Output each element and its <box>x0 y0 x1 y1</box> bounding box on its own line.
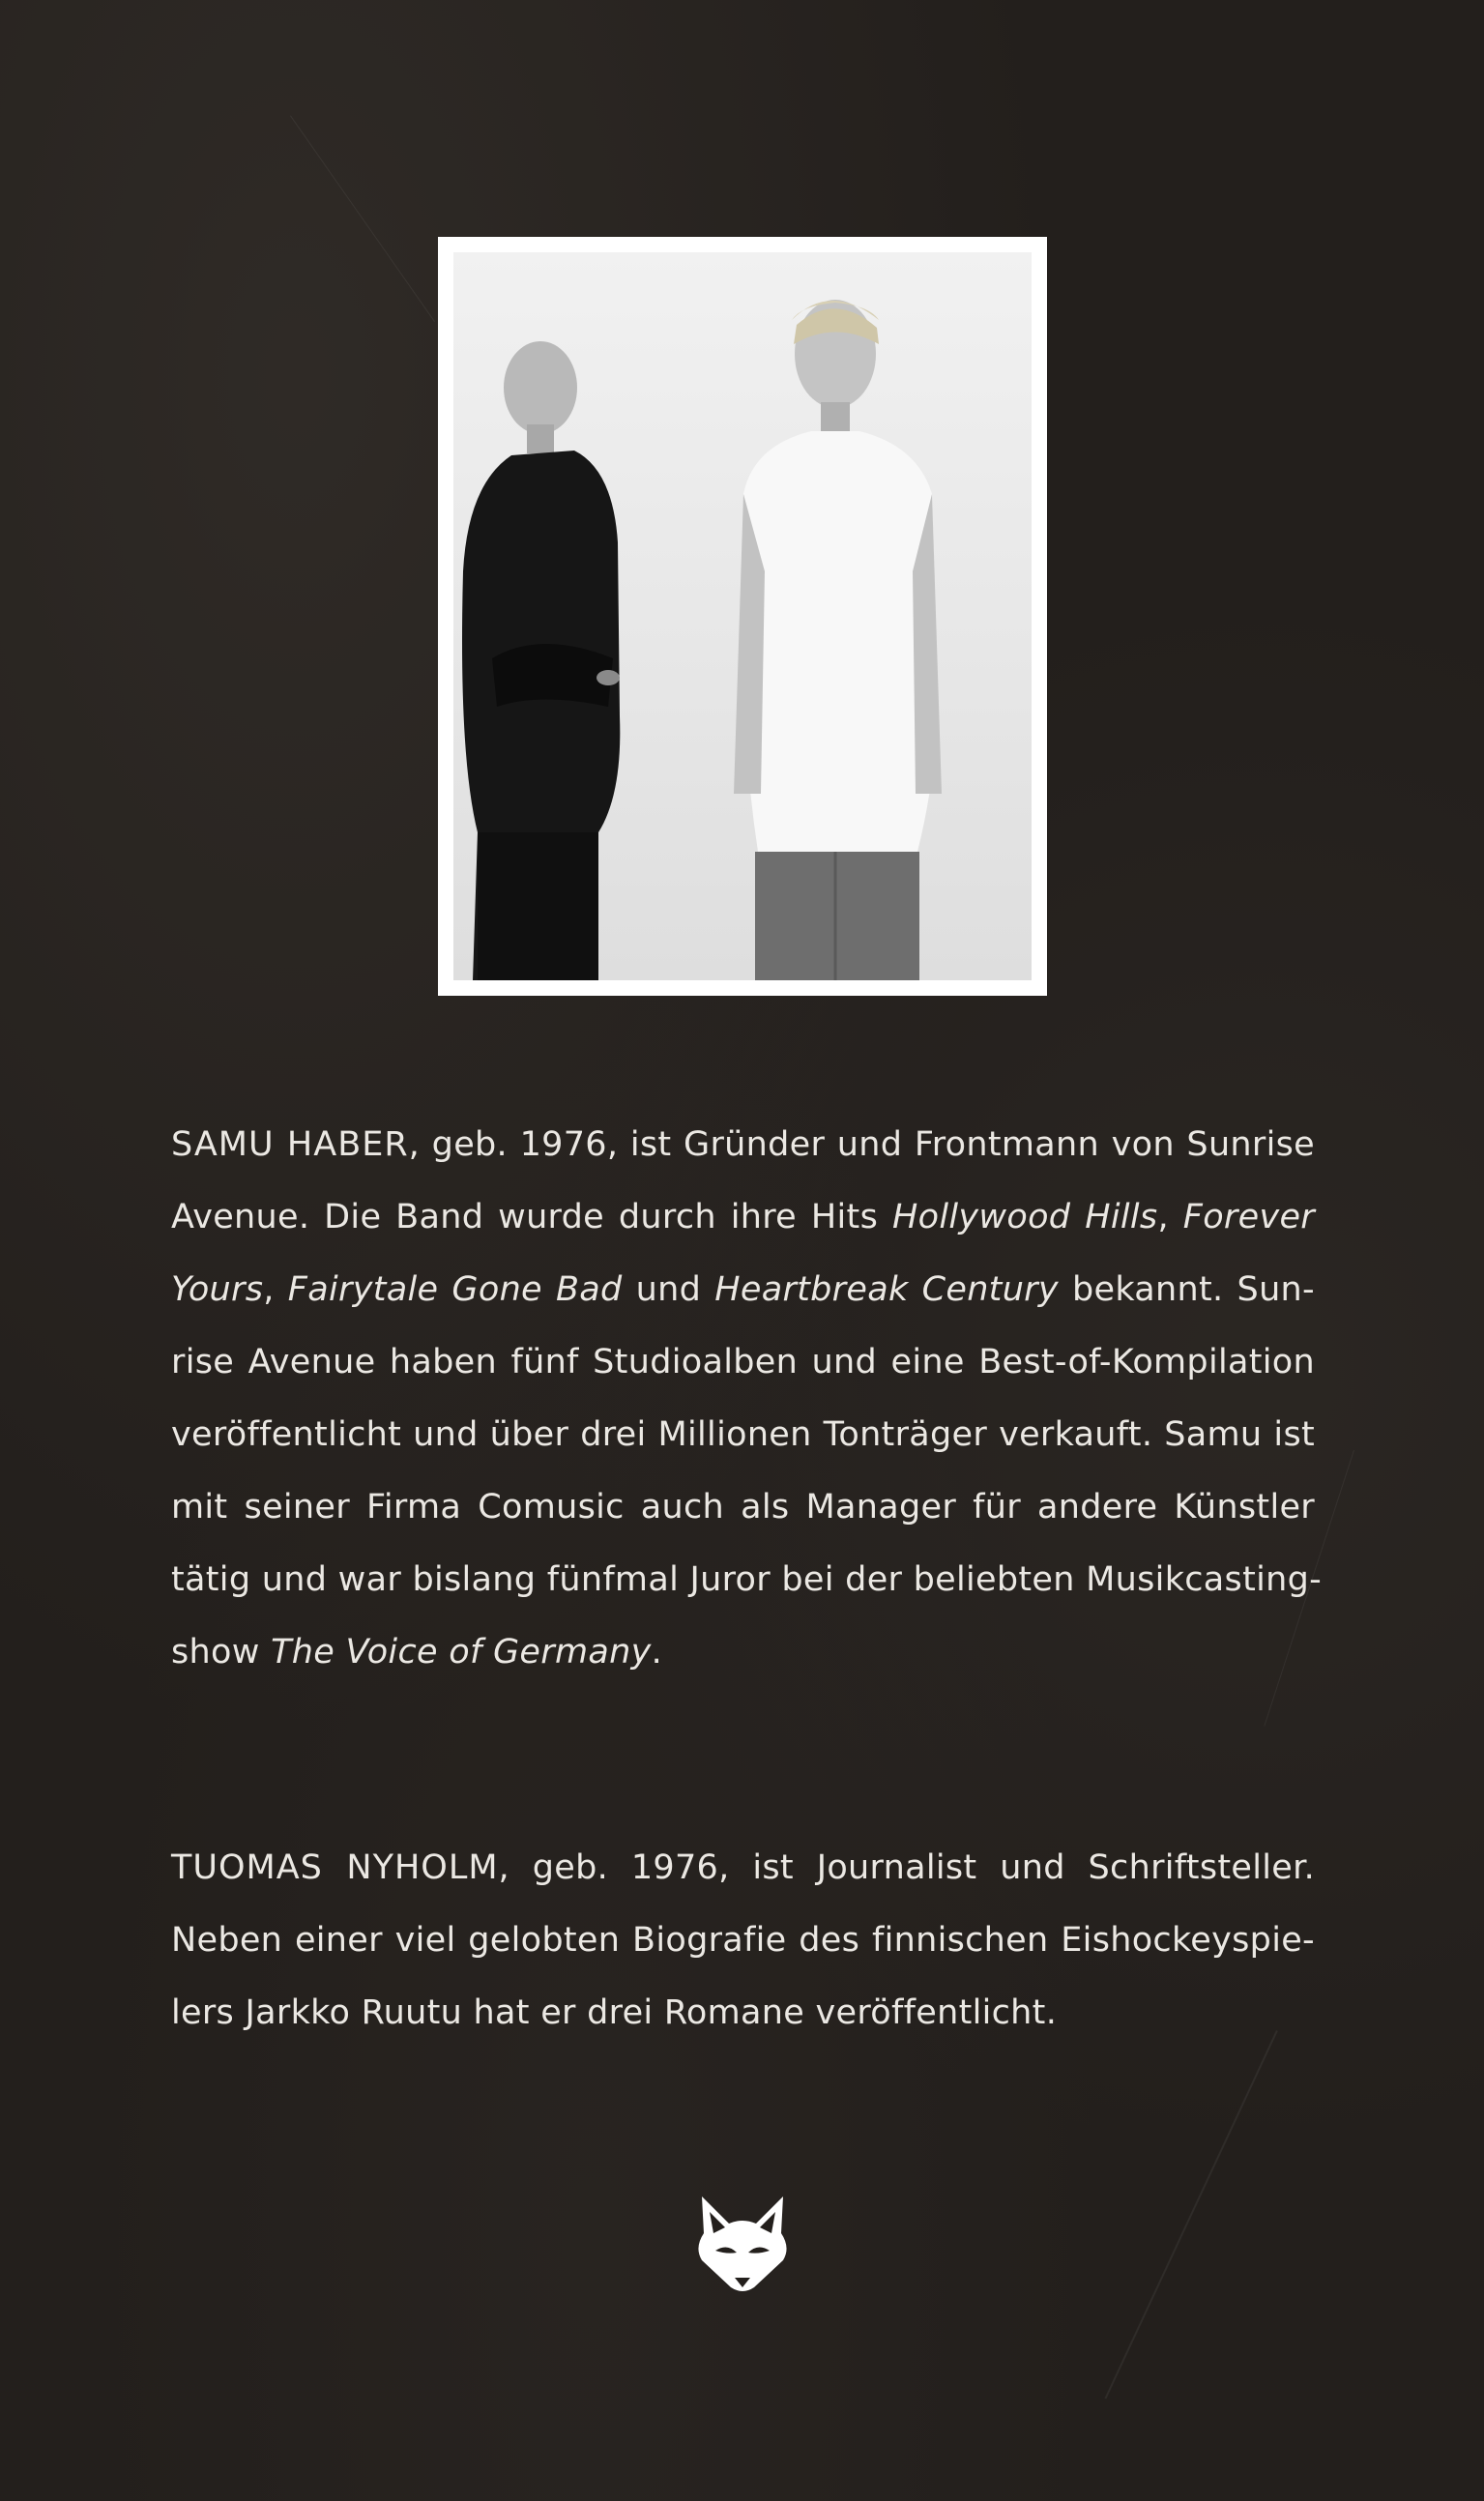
song-title: Yours <box>171 1270 264 1309</box>
bio-line: Avenue. Die Band wurde durch ihre Hits Hollywood Hills, Forever <box>171 1198 1315 1236</box>
fox-head-icon <box>694 2195 791 2296</box>
author-bio-tuomas-nyholm <box>171 1832 1315 2050</box>
song-title: Fairytale Gone Bad <box>287 1270 623 1309</box>
author-photo-frame <box>438 237 1047 996</box>
song-title: Heartbreak Century <box>714 1270 1059 1309</box>
author-name: SAMU HABER <box>171 1125 409 1164</box>
bio-line: TUOMAS NYHOLM, geb. 1976, ist Journalist und Schriftsteller. <box>171 1848 1315 1887</box>
bio-line: SAMU HABER, geb. 1976, ist Gründer und Frontmann von Sunrise <box>171 1125 1315 1164</box>
bio-line: tätig und war bislang fünfmal Juror bei der beliebten Musikcasting- <box>171 1560 1323 1599</box>
bio-line: mit seiner Firma Comusic auch als Manager für andere Künstler <box>171 1488 1315 1527</box>
bio-line: Neben einer viel gelobten Biografie des finnischen Eishockeyspie- <box>171 1921 1315 1960</box>
background-scratch <box>1105 2030 1278 2399</box>
song-title: Hollywood Hills <box>892 1198 1158 1236</box>
bio-line: rise Avenue haben fünf Studioalben und eine Best-of-Kompilation <box>171 1343 1315 1381</box>
author-photo <box>453 252 1032 980</box>
bio-line: lers Jarkko Ruutu hat er drei Romane veröffentlicht. <box>171 1993 1058 2032</box>
bio-line: veröffentlicht und über drei Millionen Tonträger verkauft. Samu ist <box>171 1415 1315 1454</box>
author-portrait-photo-icon <box>453 252 1032 980</box>
song-title: Forever <box>1182 1198 1315 1236</box>
bio-line: Yours, Fairytale Gone Bad und Heartbreak Century bekannt. Sun- <box>171 1270 1315 1309</box>
bio-line: show The Voice of Germany. <box>171 1633 663 1672</box>
author-name: TUOMAS NYHOLM <box>171 1848 499 1887</box>
show-title: The Voice of Germany <box>271 1633 652 1672</box>
background-scratch <box>290 115 435 322</box>
author-bio-samu-haber <box>171 1109 1323 1689</box>
